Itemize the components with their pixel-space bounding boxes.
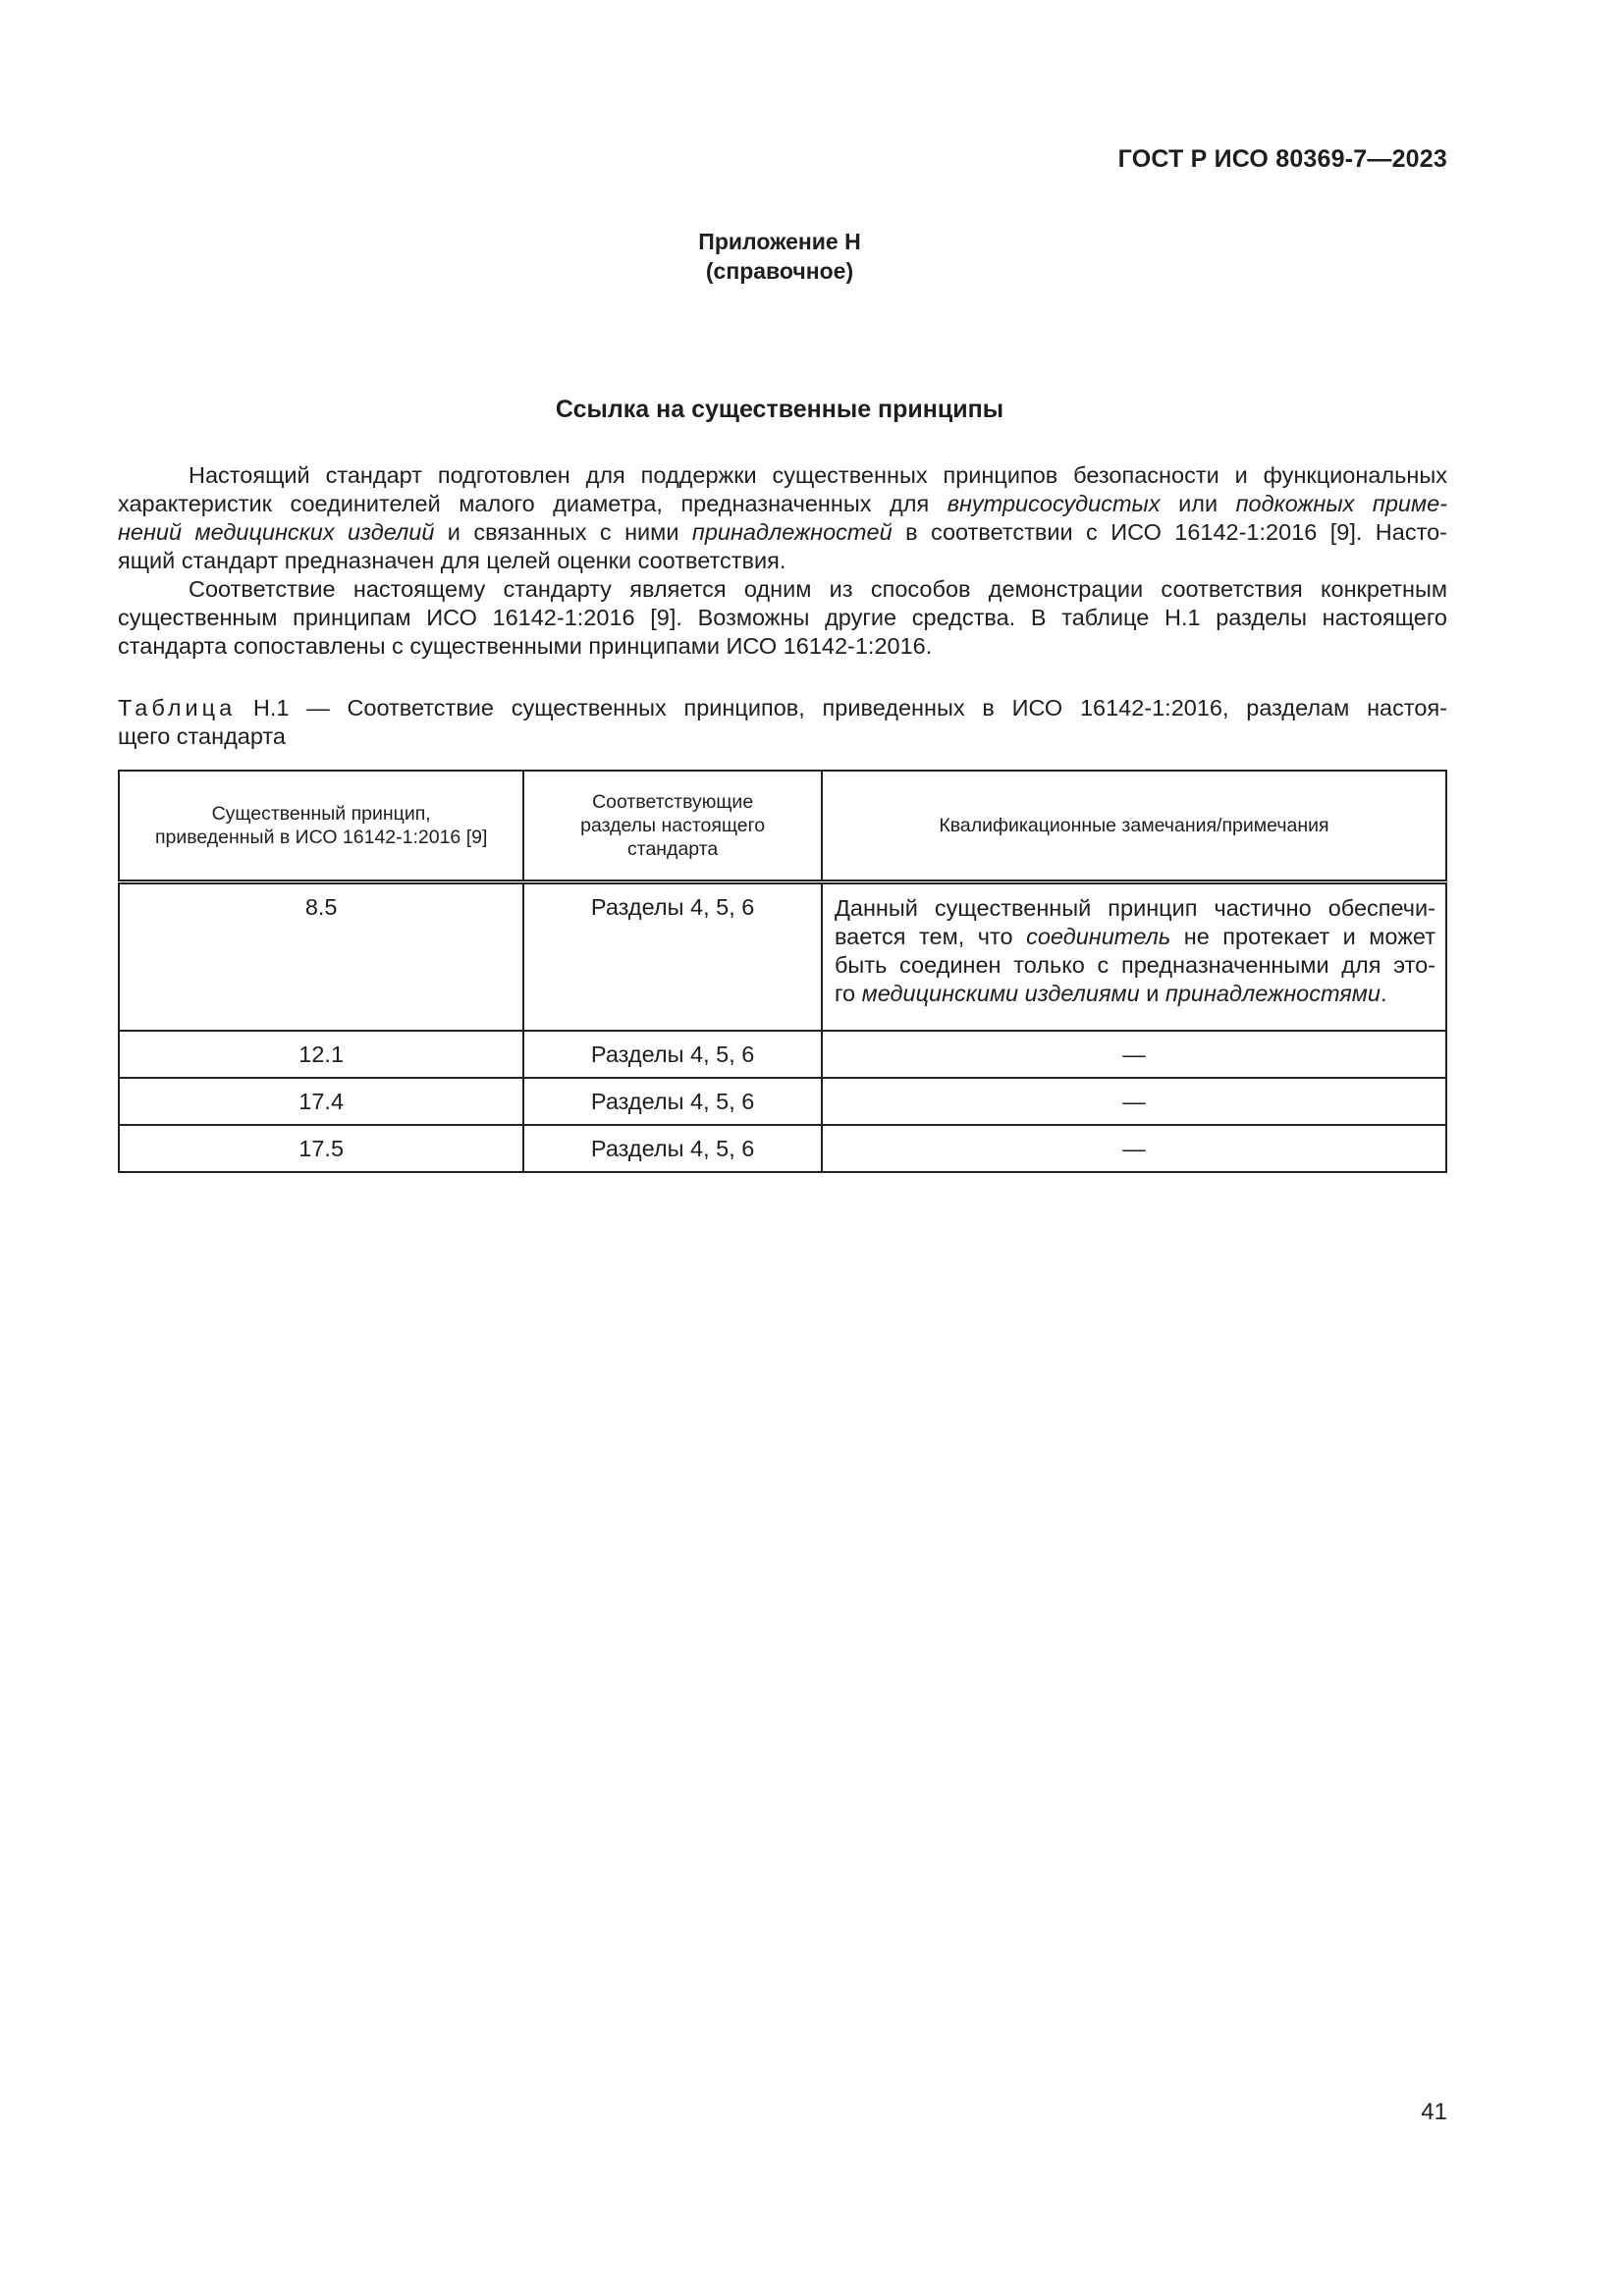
text-run: не протекает и может bbox=[1170, 924, 1435, 949]
header-line: приведенный в ИСО 16142-1:2016 [9] bbox=[154, 827, 488, 848]
text-run: характеристик соединителей малого диаметра, предназначенных для bbox=[118, 491, 947, 516]
section-title: Ссылка на существенные принципы bbox=[555, 396, 1004, 423]
correspondence-table bbox=[118, 770, 1447, 1173]
paragraph-1-line-3 bbox=[118, 518, 1447, 547]
paragraph-1-line-1: Настоящий стандарт подготовлен для поддержки существенных принципов безопасности и функциональных bbox=[189, 462, 1447, 488]
table-caption-text: Н.1 — Соответствие существенных принципов, приведенных в ИСО 16142-1:2016, разделам настоя- bbox=[236, 695, 1447, 721]
paragraph-2-line-1: Соответствие настоящему стандарту является одним из способов демонстрации соответствия конкретным bbox=[189, 576, 1447, 602]
header-sections bbox=[523, 771, 822, 882]
cell-principle: 12.1 bbox=[119, 1031, 523, 1078]
cell-principle: 17.4 bbox=[119, 1078, 523, 1125]
italic-term: принадлежностей bbox=[691, 519, 893, 545]
cell-note bbox=[822, 882, 1446, 1032]
italic-term: подкожных приме- bbox=[1235, 491, 1448, 516]
header-principle bbox=[119, 771, 523, 882]
note-line: быть соединен только с предназначенными для это- bbox=[834, 952, 1435, 978]
body-text bbox=[118, 461, 1447, 661]
text-run: . bbox=[1380, 981, 1387, 1006]
italic-term: нений медицинских изделий bbox=[118, 519, 435, 545]
paragraph-2-line-3: стандарта сопоставлены с существенными принципами ИСО 16142-1:2016. bbox=[118, 633, 933, 659]
cell-sections: Разделы 4, 5, 6 bbox=[523, 1078, 822, 1125]
italic-term: медицинскими изделиями bbox=[861, 981, 1140, 1006]
text-run: в соответствии с ИСО 16142-1:2016 [9]. Насто- bbox=[892, 519, 1447, 545]
cell-sections: Разделы 4, 5, 6 bbox=[523, 882, 822, 1032]
cell-sections: Разделы 4, 5, 6 bbox=[523, 1125, 822, 1172]
table-row bbox=[119, 882, 1446, 1032]
header-line: Соответствующие bbox=[592, 791, 754, 813]
paragraph-1-line-2 bbox=[118, 490, 1447, 518]
cell-principle: 8.5 bbox=[119, 882, 523, 1032]
text-run: и bbox=[1139, 981, 1165, 1006]
paragraph-1-line-4: ящий стандарт предназначен для целей оценки соответствия. bbox=[118, 548, 786, 573]
table-caption-line-2: щего стандарта bbox=[118, 723, 286, 749]
cell-note: — bbox=[822, 1078, 1446, 1125]
italic-term: принадлежностями bbox=[1164, 981, 1380, 1006]
cell-principle: 17.5 bbox=[119, 1125, 523, 1172]
table-caption-label: Таблица bbox=[118, 695, 237, 721]
text-run: и связанных с ними bbox=[434, 519, 692, 545]
italic-term: внутрисосудистых bbox=[947, 491, 1161, 516]
table-caption bbox=[118, 694, 1447, 751]
table-row bbox=[119, 1031, 1446, 1078]
header-notes: Квалификационные замечания/примечания bbox=[822, 771, 1446, 882]
header-line: разделы настоящего bbox=[580, 815, 766, 836]
note-line bbox=[835, 980, 1435, 1008]
header-line: стандарта bbox=[626, 838, 719, 860]
page-number: 41 bbox=[1421, 2099, 1447, 2125]
text-run: или bbox=[1160, 491, 1236, 516]
italic-term: соединитель bbox=[1026, 924, 1171, 949]
text-run: вается тем, что bbox=[834, 924, 1027, 949]
table-row bbox=[119, 1078, 1446, 1125]
table-header-row bbox=[119, 771, 1446, 882]
table-caption-line-1 bbox=[118, 694, 1447, 722]
annex-heading bbox=[0, 227, 1559, 286]
cell-note: — bbox=[822, 1031, 1446, 1078]
table-row bbox=[119, 1125, 1446, 1172]
paragraph-2-line-2: существенным принципам ИСО 16142-1:2016 [9]. Возможны другие средства. В таблице Н.1 разделы настоящего bbox=[118, 605, 1447, 630]
cell-sections: Разделы 4, 5, 6 bbox=[523, 1031, 822, 1078]
text-run: го bbox=[834, 981, 862, 1006]
annex-subtitle: (справочное) bbox=[705, 258, 854, 284]
note-line: Данный существенный принцип частично обеспечи- bbox=[834, 895, 1435, 921]
header-line: Существенный принцип, bbox=[211, 803, 431, 825]
annex-title: Приложение Н bbox=[698, 229, 861, 254]
document-code: ГОСТ Р ИСО 80369-7—2023 bbox=[1117, 145, 1447, 173]
cell-note: — bbox=[822, 1125, 1446, 1172]
note-line bbox=[835, 923, 1435, 951]
